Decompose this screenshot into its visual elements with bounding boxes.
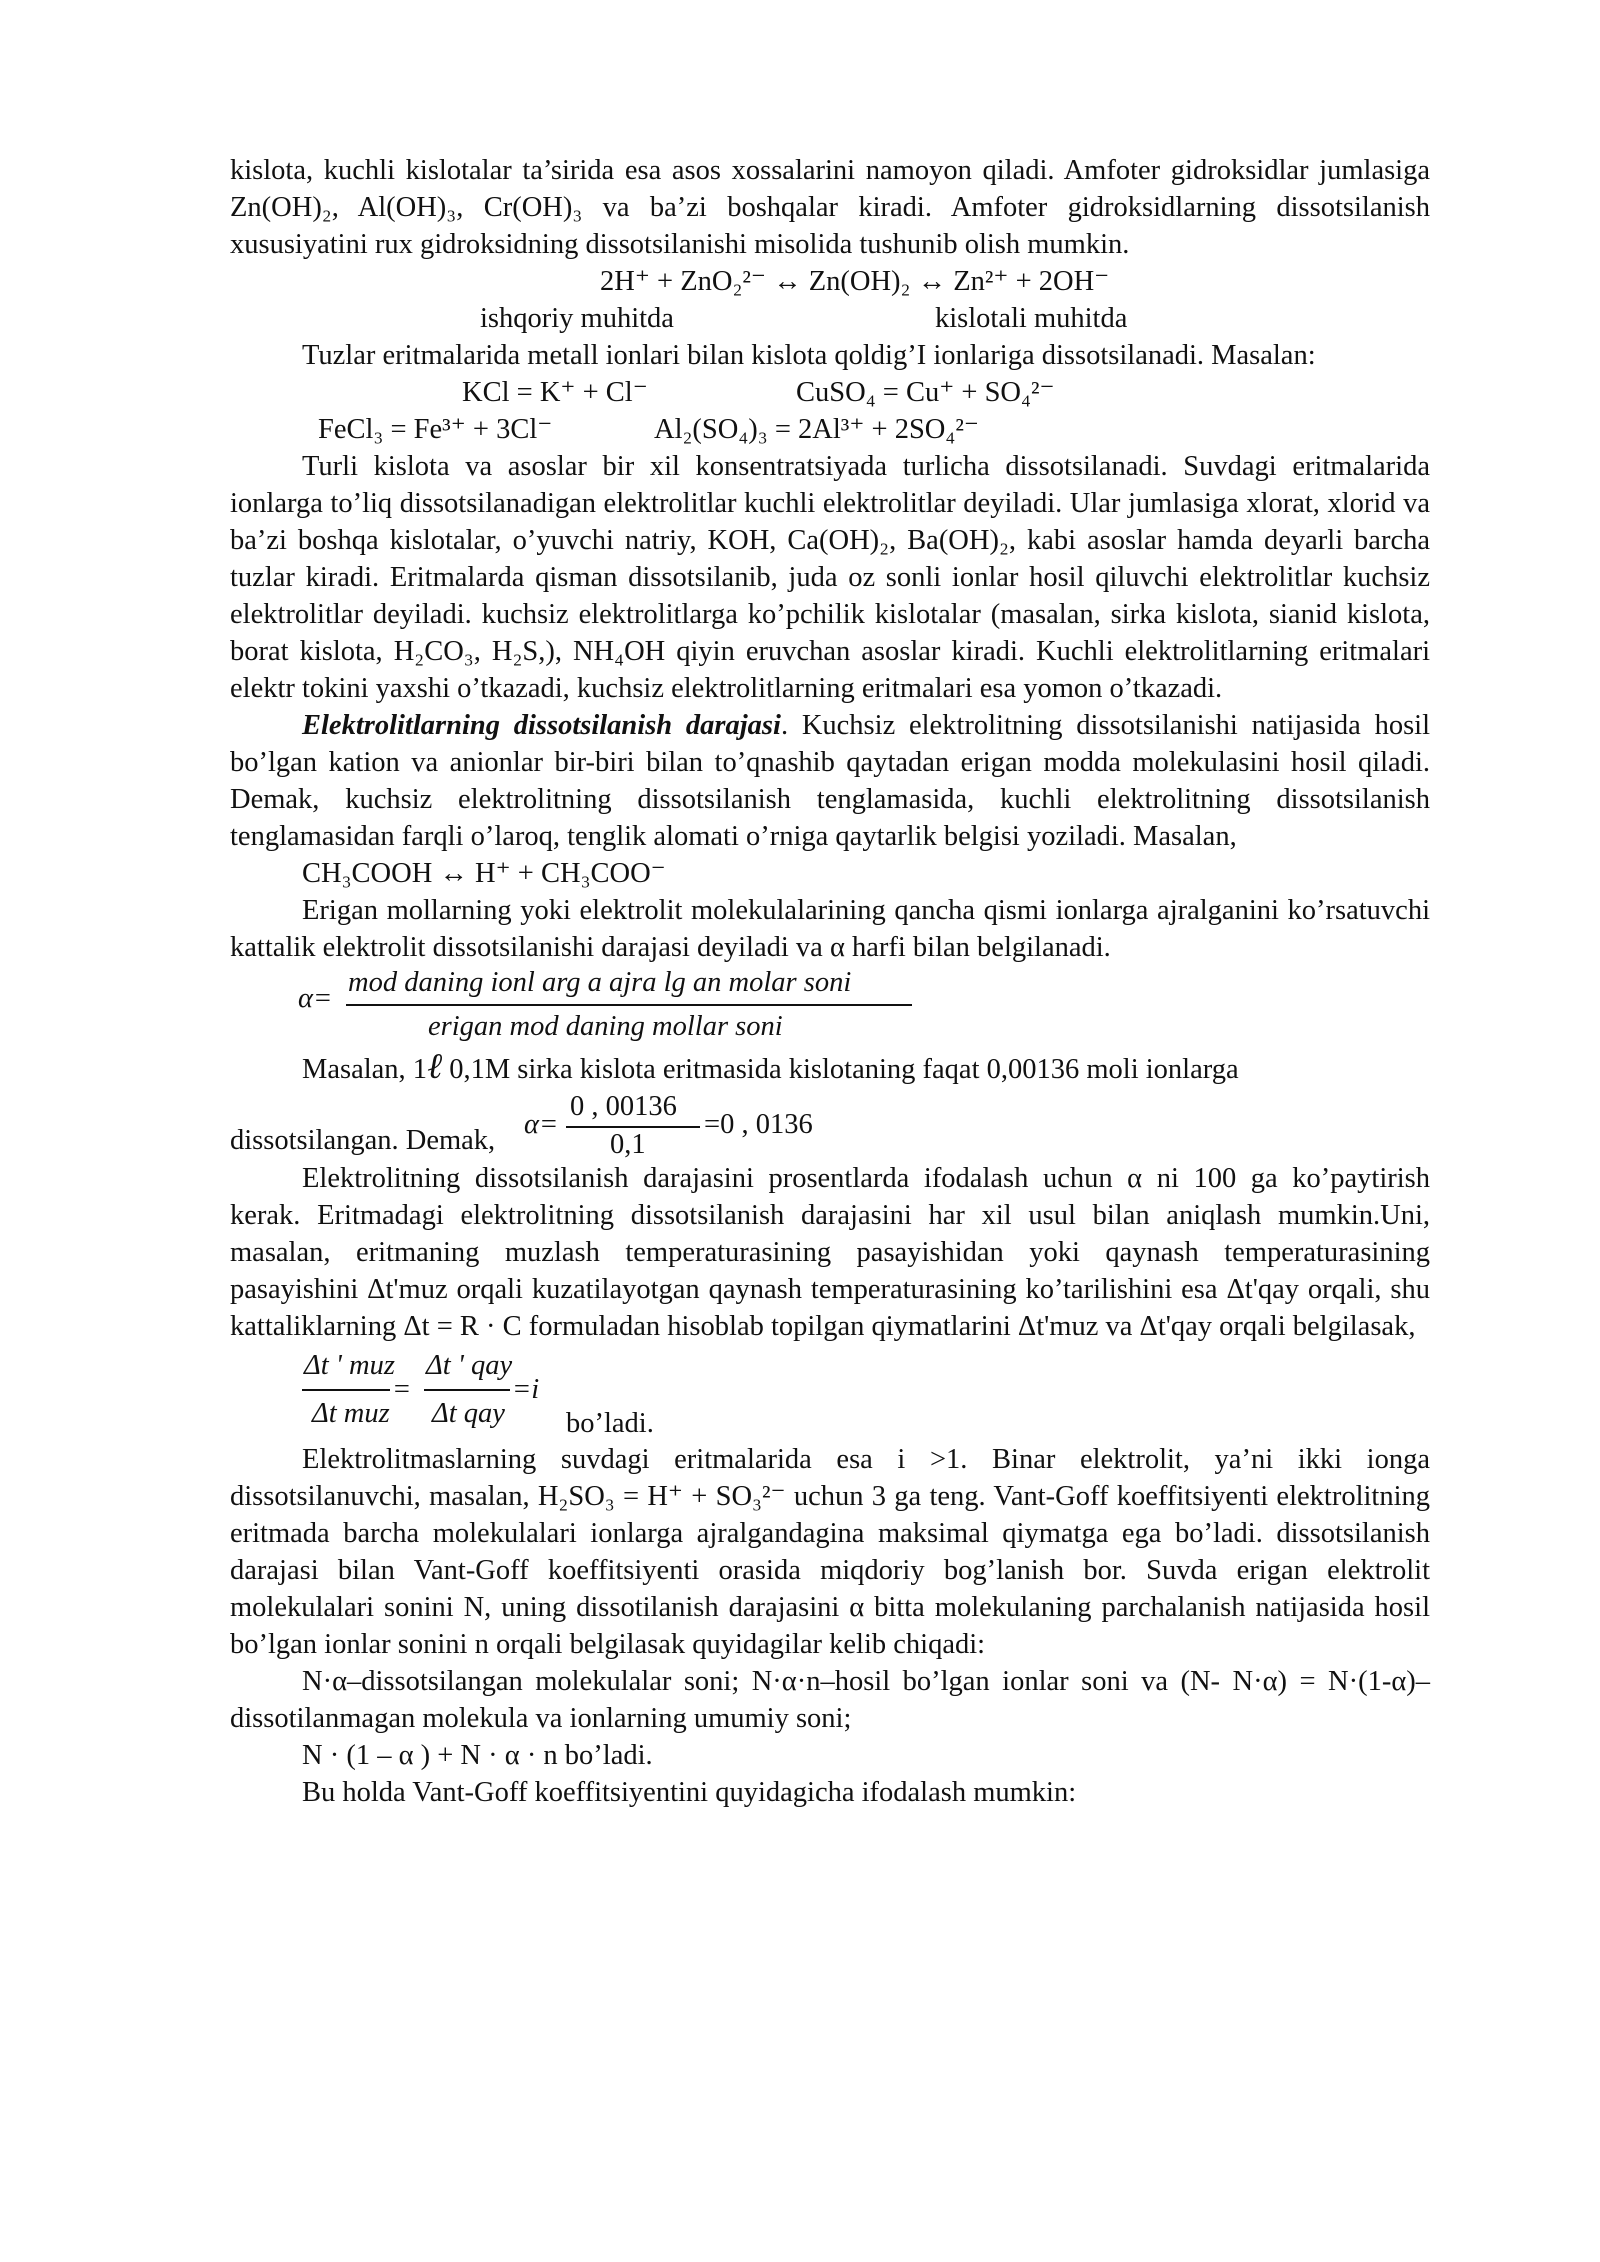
ratio-bar-1 (302, 1389, 390, 1391)
equation-kcl: KCl = K⁺ + Cl⁻ (462, 377, 648, 408)
example-text-start: Masalan, 1 (302, 1054, 428, 1085)
paragraph-total: N · (1 – α ) + N · α · n bo’ladi. (302, 1740, 653, 1771)
equation-zinc-hydroxide (230, 263, 1430, 300)
section-heading: Elektrolitlarning dissotsilanish darajasi (302, 710, 781, 741)
paragraph-example (230, 1048, 1430, 1088)
paragraph-binary-electrolyte: Elektrolitmaslarning suvdagi eritmalarida esa i >1. Binar elektrolit, ya’ni ikki ionga dissotsilanuvchi, masalan, H₂SO₃ = H⁺ + SO₃²⁻ uchun 3 ga teng. Vant-Goff koeffitsiyenti elektrolitning eritmada barcha molekulalari ionlarga ajralgandagina maksimal qiymatga ega bo’ladi. dissotsilanish darajasi bilan Vant-Goff koeffitsiyenti orasida miqdoriy bog’lanish bor. Suvda erigan elektrolit molekulalari sonini N, uning dissotilanish darajasini α bitta molekulaning parchalanish natijasida hosil bo’lgan ionlar sonini n orqali belgilasak quyidagilar kelib chiqadi: (230, 1444, 1430, 1660)
equation-row-1 (230, 374, 1430, 411)
example-text-end: 0,1M sirka kislota eritmasida kislotaning faqat 0,00136 moli ionlarga (442, 1054, 1239, 1085)
paragraph-alpha-definition: Erigan mollarning yoki elektrolit molekulalarining qancha qismi ionlarga ajralganini ko’rsatuvchi kattalik elektrolit dissotsilanishi darajasi deyiladi va α harfi bilan belgilanadi. (230, 895, 1430, 963)
equation-acetic-text: CH₃COOH ↔ H⁺ + CH₃COO⁻ (302, 858, 666, 889)
demak-text: dissotsilangan. Demak, (230, 1125, 496, 1156)
label-acidic-medium: kislotali muhitda (935, 303, 1128, 334)
calc-result: =0 , 0136 (704, 1109, 813, 1140)
paragraph-n-alpha: N·α–dissotsilangan molekulalar soni; N·α·n–hosil bo’lgan ionlar soni va (N- N·α) = N·(1-α)–dissotilanmagan molekula va ionlarning umumiy soni; (230, 1666, 1430, 1734)
paragraph-strong-weak: Turli kislota va asoslar bir xil konsentratsiyada turlicha dissotsilanadi. Suvdagi eritmalarida ionlarga to’liq dissotsilanadigan elektrolitlar kuchli elektrolitlar deyiladi. Ular jumlasiga xlorat, xlorid va ba’zi boshqa kislotalar, o’yuvchi natriy, KOH, Ca(OH)₂, Ba(OH)₂, kabi asoslar hamda deyarli barcha tuzlar kiradi. Eritmalarda qisman dissotsilanib, juda oz sonli ionlar hosil qiluvchi elektrolitlar kuchsiz elektrolitlar deyiladi. kuchsiz elektrolitlarga ko’pchilik kislotalar (masalan, sirka kislota, sianid kislota, borat kislota, H₂CO₃, H₂S,), NH₄OH qiyin eruvchan asoslar kiradi. Kuchli elektrolitlarning eritmalari elektr tokini yaxshi o’tkazadi, kuchsiz elektrolitlarning eritmalari esa yomon o’tkazadi. (230, 451, 1430, 704)
equation-row-2 (230, 411, 1430, 448)
label-basic-medium: ishqoriy muhitda (480, 303, 674, 334)
equation-fecl3: FeCl₃ = Fe³⁺ + 3Cl⁻ (318, 414, 553, 445)
calc-numerator: 0 , 00136 (570, 1091, 677, 1122)
formula-alpha-lhs: α= (298, 983, 333, 1014)
fraction-bar (346, 1004, 912, 1006)
equation-labels (230, 300, 1430, 337)
paragraph-degree-text: . Kuchsiz elektrolitning dissotsilanishi natijasida hosil bo’lgan kation va anionlar bir-biri bilan to’qnashib qaytadan erigan modda molekulasini hosil qiladi. Demak, kuchsiz elektrolitning dissotsilanish tenglamasida, kuchli elektrolitning dissotsilanish tenglamasidan farqli o’laroq, tenglik alomati o’rniga qaytarlik belgisi yoziladi. Masalan, (230, 710, 1430, 852)
equation-acetic-acid (230, 855, 1430, 892)
ratio-denominator-1: Δt muz (312, 1398, 390, 1429)
document-page (230, 152, 1430, 1811)
formula-alpha-definition (230, 966, 1430, 1048)
formula-alpha-denominator: erigan mod daning mollar soni (428, 1011, 783, 1042)
ratio-numerator-1: Δt ' muz (304, 1350, 395, 1381)
ratio-equals-i: =i (512, 1374, 540, 1405)
equation-al2so4: Al₂(SO₄)₃ = 2Al³⁺ + 2SO₄²⁻ (654, 414, 979, 445)
ratio-equals-1: = (392, 1374, 412, 1405)
equation-zinc-text: 2H⁺ + ZnO₂²⁻ ↔ Zn(OH)₂ ↔ Zn²⁺ + 2OH⁻ (600, 266, 1110, 297)
paragraph-degree (230, 707, 1430, 855)
calc-denominator: 0,1 (610, 1129, 646, 1160)
formula-alpha-numerator: mod daning ionl arg a ajra lg an molar soni (348, 967, 852, 998)
ratio-numerator-2: Δt ' qay (426, 1350, 513, 1381)
paragraph-percent: Elektrolitning dissotsilanish darajasini prosentlarda ifodalash uchun α ni 100 ga ko’paytirish kerak. Eritmadagi elektrolitning dissotsilanish darajasini har xil usul bilan aniqlash mumkin.Uni, masalan, eritmaning muzlash temperaturasining pasayishidan yoki qaynash temperaturasining pasayishini Δt'muz orqali kuzatilayotgan qaynash temperaturasining ko’tarilishini esa Δt'qay orqali, shu kattaliklarning Δt = R · C formuladan hisoblab topilgan qiymatlarini Δt'muz va Δt'qay orqali belgilasak, (230, 1163, 1430, 1342)
litre-symbol: ℓ (427, 1046, 443, 1086)
formula-vant-hoff-ratio (230, 1345, 1430, 1441)
equation-cuso4: CuSO₄ = Cu⁺ + SO₄²⁻ (796, 377, 1055, 408)
paragraph-vant-hoff: Bu holda Vant-Goff koeffitsiyentini quyidagicha ifodalash mumkin: (302, 1777, 1077, 1808)
ratio-tail-text: bo’ladi. (566, 1408, 654, 1439)
calc-lhs: α= (524, 1109, 559, 1140)
paragraph-salts: Tuzlar eritmalarida metall ionlari bilan kislota qoldig’I ionlariga dissotsilanadi. Masalan: (302, 340, 1316, 371)
ratio-bar-2 (424, 1389, 510, 1391)
ratio-denominator-2: Δt qay (432, 1398, 505, 1429)
formula-alpha-calculation (230, 1088, 1430, 1160)
paragraph-amphoteric: kislota, kuchli kislotalar ta’sirida esa asos xossalarini namoyon qiladi. Amfoter gidroksidlar jumlasiga Zn(OH)₂, Al(OH)₃, Cr(OH)₃ va ba’zi boshqalar kiradi. Amfoter gidroksidlarning dissotsilanish xususiyatini rux gidroksidning dissotsilanishi misolida tushunib olish mumkin. (230, 155, 1430, 260)
